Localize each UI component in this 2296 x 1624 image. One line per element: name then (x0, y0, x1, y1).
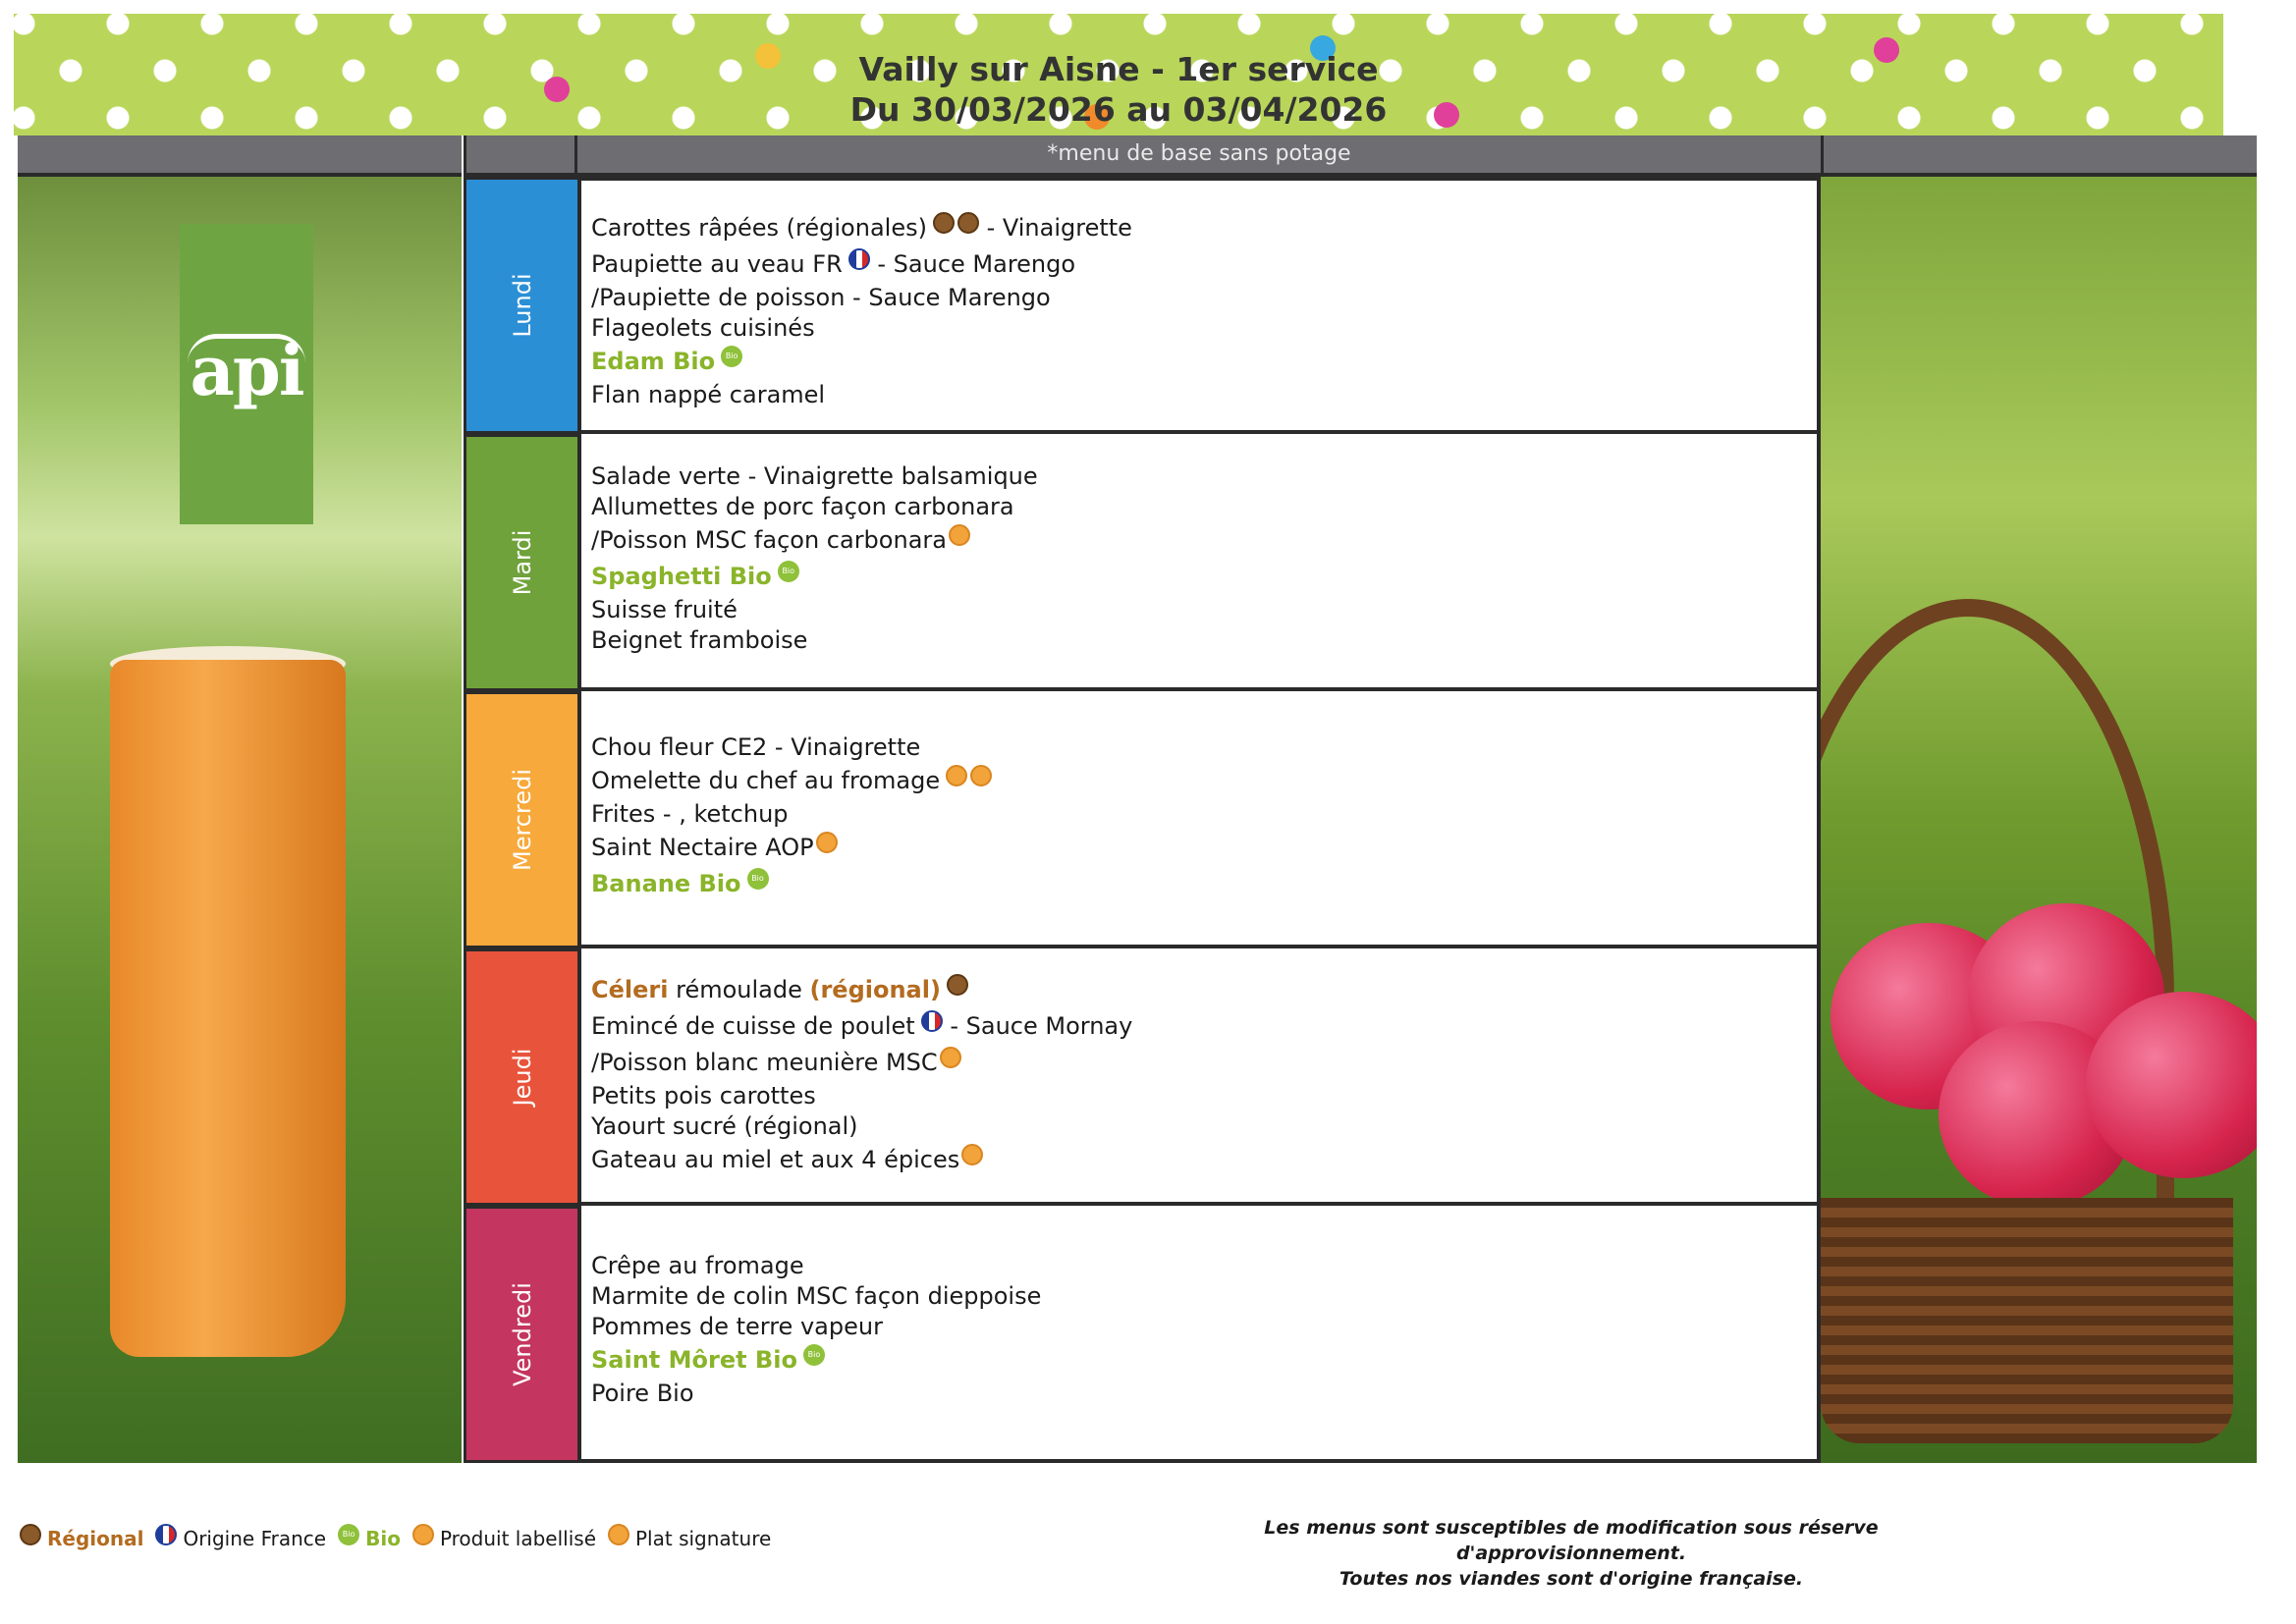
title-line-1: Vailly sur Aisne - 1er service (858, 50, 1379, 88)
dish-text: Pommes de terre vapeur (591, 1313, 883, 1340)
menu-item (591, 1281, 1817, 1312)
menu-item (591, 972, 1817, 1008)
dish-text-bio: Spaghetti Bio (591, 563, 772, 590)
produit-labellise-icon (946, 765, 967, 786)
menu-item (591, 866, 1817, 902)
dish-text: Marmite de colin MSC façon dieppoise (591, 1282, 1042, 1310)
bio-icon: Bio (747, 868, 769, 890)
dish-suffix: - Sauce Mornay (942, 1012, 1133, 1040)
menu-item (591, 763, 1817, 799)
menu-item (591, 1081, 1817, 1111)
menu-item (591, 380, 1817, 410)
legend (20, 1527, 783, 1550)
day-label-mardi (464, 434, 577, 691)
dish-text: Paupiette au veau FR (591, 250, 843, 278)
menu-item (591, 1045, 1817, 1081)
menu-note: *menu de base sans potage (577, 135, 1821, 177)
menu-cell-mardi (577, 434, 1821, 691)
dish-text-bio: Edam Bio (591, 348, 716, 375)
dish-text: Salade verte - Vinaigrette balsamique (591, 462, 1038, 490)
dish-suffix: - Sauce Marengo (869, 250, 1076, 278)
dish-text: Petits pois carottes (591, 1082, 816, 1110)
disclaimer-line-2: Toutes nos viandes sont d'origine française. (1339, 1568, 1804, 1590)
regional-icon (933, 212, 955, 234)
dish-text: Allumettes de porc façon carbonara (591, 493, 1014, 520)
bio-icon: Bio (338, 1524, 359, 1545)
menu-item (591, 1379, 1817, 1409)
day-name: Mercredi (508, 768, 536, 872)
grey-bar-left (18, 135, 462, 177)
plat-signature-icon (961, 1144, 983, 1165)
menu-item (591, 625, 1817, 656)
plat-signature-icon (608, 1524, 629, 1545)
legend-label: Plat signature (635, 1527, 772, 1550)
origine-france-icon (921, 1010, 943, 1032)
grey-bar-right (1821, 135, 2257, 177)
menu-item (591, 1008, 1817, 1045)
regional-tag: (régional) (809, 976, 941, 1003)
day-label-mercredi (464, 691, 577, 948)
menu-item (591, 559, 1817, 595)
menu-item (591, 732, 1817, 763)
menu-item (591, 799, 1817, 830)
bio-icon: Bio (721, 346, 742, 367)
dish-text: /Paupiette de poisson - Sauce Marengo (591, 284, 1051, 311)
dish-text: Gateau au miel et aux 4 épices (591, 1146, 960, 1173)
regional-icon (947, 974, 968, 996)
disclaimer (1218, 1515, 1925, 1592)
produit-labellise-icon (816, 832, 838, 853)
legend-label: Bio (365, 1527, 401, 1550)
day-label-jeudi (464, 948, 577, 1206)
page-title (14, 49, 2223, 130)
menu-cell-lundi (577, 177, 1821, 434)
menu-item (591, 344, 1817, 380)
legend-produit-labellise (412, 1527, 596, 1550)
dish-text: Chou fleur CE2 - Vinaigrette (591, 733, 921, 761)
menu-item (591, 246, 1817, 283)
dish-text: Carottes râpées (régionales) (591, 214, 927, 242)
dish-text: Flageolets cuisinés (591, 314, 815, 342)
api-logo (180, 224, 313, 524)
logo-text: api (190, 330, 303, 411)
legend-label: Origine France (183, 1527, 327, 1550)
menu-cell-jeudi (577, 948, 1821, 1206)
dish-suffix: - Vinaigrette (978, 214, 1132, 242)
plat-signature-icon (970, 765, 992, 786)
dish-text: Flan nappé caramel (591, 381, 826, 408)
day-name: Vendredi (508, 1282, 536, 1386)
title-line-2: Du 30/03/2026 au 03/04/2026 (849, 90, 1388, 129)
produit-labellise-icon (949, 524, 970, 546)
menu-item (591, 1251, 1817, 1281)
dish-text: /Poisson MSC façon carbonara (591, 526, 947, 554)
dish-text: Crêpe au fromage (591, 1252, 804, 1279)
bio-icon: Bio (803, 1344, 825, 1366)
origine-france-icon (848, 248, 870, 270)
photo-apple-basket (1821, 177, 2257, 1463)
dish-text: Frites - , ketchup (591, 800, 789, 828)
dish-suffix: rémoulade (668, 976, 810, 1003)
legend-bio (338, 1527, 401, 1550)
legend-plat-signature (608, 1527, 771, 1550)
legend-label: Régional (47, 1527, 144, 1550)
menu-item (591, 1312, 1817, 1342)
menu-item (591, 492, 1817, 522)
legend-label: Produit labellisé (439, 1527, 596, 1550)
menu-item (591, 830, 1817, 866)
menu-item (591, 595, 1817, 625)
disclaimer-line-1: Les menus sont susceptibles de modification sous réserve d'approvisionnement. (1264, 1517, 1879, 1564)
dish-text: Poire Bio (591, 1380, 694, 1407)
dish-text: /Poisson blanc meunière MSC (591, 1049, 938, 1076)
dish-text-bio: Saint Môret Bio (591, 1346, 797, 1374)
grey-bar-day (464, 135, 577, 177)
wicker-basket (1821, 1198, 2233, 1443)
menu-item (591, 1111, 1817, 1142)
dish-text-regional: Céleri (591, 976, 669, 1003)
menu-item (591, 283, 1817, 313)
dish-text: Saint Nectaire AOP (591, 834, 814, 861)
day-name: Jeudi (508, 1048, 536, 1107)
menu-cell-mercredi (577, 691, 1821, 948)
menu-item (591, 1342, 1817, 1379)
menu-item (591, 522, 1817, 559)
legend-origine-france (155, 1527, 326, 1550)
header-banner (14, 14, 2223, 135)
dish-text: Emincé de cuisse de poulet (591, 1012, 915, 1040)
menu-item (591, 210, 1817, 246)
photo-rain-boot (18, 177, 462, 1463)
menu-cell-vendredi (577, 1206, 1821, 1463)
produit-labellise-icon (940, 1047, 961, 1068)
day-label-lundi (464, 177, 577, 434)
dish-text: Omelette du chef au fromage (591, 767, 941, 794)
menu-item (591, 313, 1817, 344)
origine-france-icon (155, 1524, 177, 1545)
boot-image (110, 660, 346, 1357)
regional-icon (957, 212, 979, 234)
day-name: Lundi (508, 273, 536, 338)
dish-text-bio: Banane Bio (591, 870, 741, 897)
regional-icon (20, 1524, 41, 1545)
dish-text: Beignet framboise (591, 626, 808, 654)
produit-labellise-icon (412, 1524, 434, 1545)
dish-text: Yaourt sucré (régional) (591, 1112, 858, 1140)
day-name: Mardi (508, 529, 536, 596)
menu-item (591, 1142, 1817, 1178)
legend-regional (20, 1527, 143, 1550)
menu-item (591, 461, 1817, 492)
day-label-vendredi (464, 1206, 577, 1463)
dish-text: Suisse fruité (591, 596, 738, 623)
bio-icon: Bio (778, 561, 799, 582)
